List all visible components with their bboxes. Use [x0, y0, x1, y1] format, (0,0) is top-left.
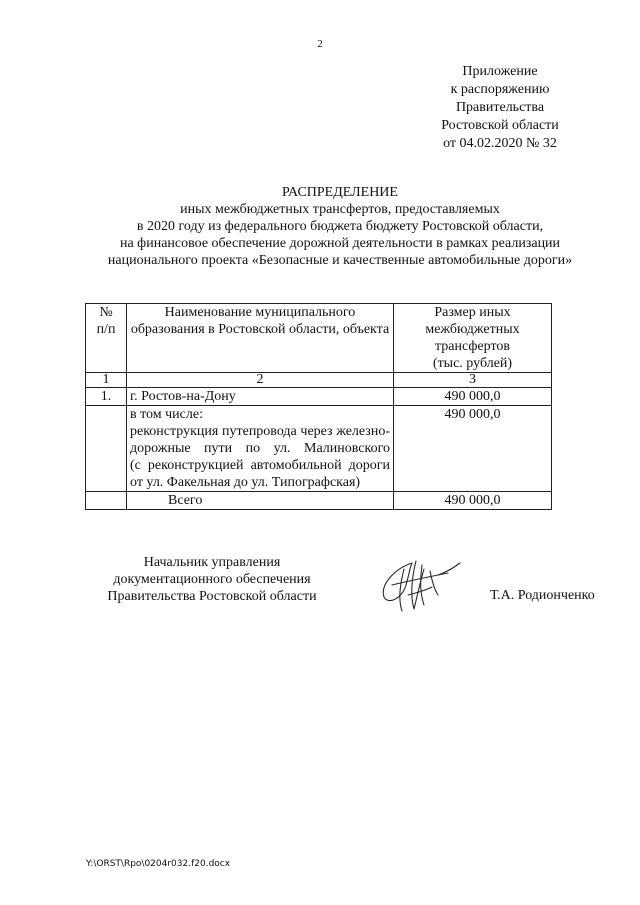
row-name [127, 406, 394, 492]
title-heading: РАСПРЕДЕЛЕНИЕ [282, 185, 398, 200]
signatory-name: Т.А. Родионченко [490, 588, 595, 603]
header-name-cell: Наименование муниципального образования в Ростовской области, объекта [127, 304, 394, 373]
appendix-line: Правительства [455, 100, 545, 115]
row-name: г. Ростов-на-Дону [127, 388, 394, 406]
position-line: Начальник управления [143, 555, 281, 570]
row-number: 1. [86, 388, 127, 406]
appendix-line: к распоряжению [450, 82, 550, 97]
header-amount-line: Размер иных [434, 305, 511, 320]
appendix-date-line: от 04.02.2020 № 32 [443, 136, 557, 151]
table-header-row [86, 304, 552, 373]
page-number: 2 [317, 38, 323, 50]
table-row [86, 388, 552, 406]
position-line: Правительства Ростовской области [107, 589, 317, 604]
total-label [127, 492, 394, 510]
row-object-line: от ул. Факельная до ул. Типографская) [130, 475, 361, 490]
distribution-table [85, 303, 552, 510]
header-number-cell [86, 304, 127, 373]
total-number-cell [86, 492, 127, 510]
header-amount-cell [394, 304, 552, 373]
total-label-text: Всего [168, 493, 203, 508]
row-amount: 490 000,0 [394, 388, 552, 406]
title-line: иных межбюджетных трансфертов, предоставляемых [180, 202, 500, 217]
title-line: национального проекта «Безопасные и качественные автомобильные дороги» [107, 253, 573, 268]
row-sublabel: в том числе: [130, 407, 203, 422]
signatory-position [92, 554, 332, 605]
header-amount-line: межбюджетных трансфертов [425, 322, 520, 354]
header-amount-unit: (тыс. рублей) [432, 356, 513, 371]
total-amount: 490 000,0 [394, 492, 552, 510]
column-number: 3 [394, 373, 552, 388]
appendix-block [400, 63, 600, 153]
row-object-line: реконструкция путепровода через железно- [130, 424, 390, 439]
file-path-footer: Y:\ORST\Rpo\0204r032.f20.docx [86, 859, 231, 869]
column-numbering-row [86, 373, 552, 388]
column-number: 2 [127, 373, 394, 388]
document-title [20, 184, 640, 269]
position-line: документационного обеспечения [113, 572, 311, 587]
row-amount: 490 000,0 [394, 406, 552, 492]
total-row [86, 492, 552, 510]
appendix-line: Приложение [462, 64, 538, 79]
header-number-label: п/п [96, 322, 116, 337]
row-object-line: (с реконструкцией автомобильной дороги [130, 458, 390, 473]
title-line: в 2020 году из федерального бюджета бюджету Ростовской области, [136, 219, 544, 234]
column-number: 1 [86, 373, 127, 388]
appendix-line: Ростовской области [441, 118, 559, 133]
table-row [86, 406, 552, 492]
title-line: на финансовое обеспечение дорожной деятельности в рамках реализации [119, 236, 561, 251]
row-number [86, 406, 127, 492]
header-number-symbol: № [99, 305, 113, 320]
handwritten-signature [372, 555, 464, 617]
row-object-line: дорожные пути по ул. Малиновского [130, 441, 390, 456]
